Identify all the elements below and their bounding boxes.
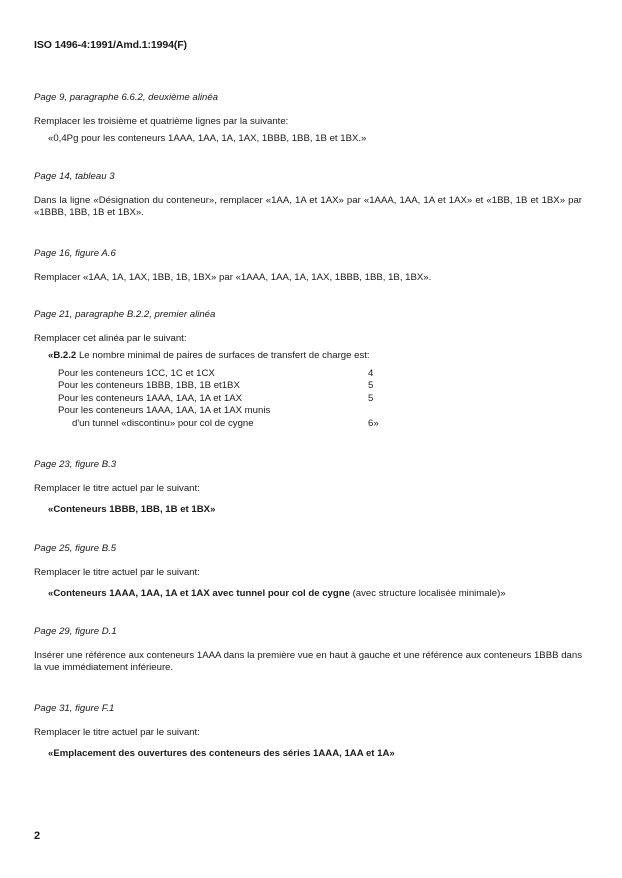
section-text: Insérer une référence aux conteneurs 1AAA dans la première vue en haut à gauche et une référence aux conteneurs 1BBB dans la vue immédiatement inférieure. [34,649,582,673]
row-description: d'un tunnel «discontinu» pour col de cygne [72,417,254,429]
section-reference: Page 25, figure B.5 [34,543,117,554]
clause-text: Le nombre minimal de paires de surfaces de transfert de charge est: [76,349,370,361]
amendment-page-14 [34,171,582,219]
section-instruction: Remplacer les troisième et quatrième lignes par la suivante: [34,115,289,127]
replacement-lead [34,350,582,362]
table-row [58,380,398,392]
section-text: Remplacer «1AA, 1A, 1AX, 1BB, 1B, 1BX» par «1AAA, 1AA, 1A, 1AX, 1BBB, 1BB, 1B, 1BX». [34,271,432,283]
row-value: 6» [368,417,379,429]
row-value: 5 [368,392,374,404]
section-reference: Page 31, figure F.1 [34,703,115,714]
row-value [368,405,398,417]
amendment-page-21 [34,309,582,430]
section-instruction: Remplacer le titre actuel par le suivant: [34,482,200,494]
section-reference: Page 16, figure A.6 [34,248,116,259]
table-row [58,393,398,405]
section-reference: Page 23, figure B.3 [34,459,117,470]
row-description: Pour les conteneurs 1AAA, 1AA, 1A et 1AX munis [58,405,271,417]
table-row [58,368,398,380]
table-row [58,405,398,417]
amendment-page-16 [34,248,582,284]
min-pairs-table [58,368,398,430]
row-value: 5 [368,380,374,392]
row-description: Pour les conteneurs 1AAA, 1AA, 1A et 1AX [58,392,242,404]
row-description: Pour les conteneurs 1CC, 1C et 1CX [58,367,215,379]
section-reference: Page 21, paragraphe B.2.2, premier alinéa [34,309,216,320]
amendment-page-25 [34,543,582,600]
replacement-text: «0,4Pg pour les conteneurs 1AAA, 1AA, 1A, 1AX, 1BBB, 1BB, 1B et 1BX.» [48,132,367,144]
section-reference: Page 14, tableau 3 [34,171,115,182]
section-instruction: Remplacer le titre actuel par le suivant: [34,566,200,578]
document-header: ISO 1496-4:1991/Amd.1:1994(F) [34,39,187,51]
replacement-title: «Conteneurs 1BBB, 1BB, 1B et 1BX» [48,503,216,515]
amendment-page-31 [34,703,582,760]
title-bold-part: «Conteneurs 1AAA, 1AA, 1A et 1AX avec tunnel pour col de cygne [48,587,350,599]
amendment-page-9 [34,92,582,145]
title-normal-part: (avec structure localisée minimale)» [349,587,506,599]
section-reference: Page 29, figure D.1 [34,626,117,637]
table-row [58,418,398,430]
section-reference: Page 9, paragraphe 6.6.2, deuxième alinéa [34,92,219,103]
section-instruction: Remplacer cet alinéa par le suivant: [34,332,187,344]
amendment-page-23 [34,459,582,516]
clause-number: «B.2.2 [48,349,77,361]
section-text: Dans la ligne «Désignation du conteneur», remplacer «1AA, 1A et 1AX» par «1AAA, 1AA, 1A et 1AX» et «1BB, 1B et 1BX» par «1BBB, 1BB, 1B et 1BX». [34,194,582,218]
row-value: 4 [368,367,374,379]
replacement-title [34,588,582,600]
section-instruction: Remplacer le titre actuel par le suivant: [34,726,200,738]
replacement-title: «Emplacement des ouvertures des conteneurs des séries 1AAA, 1AA et 1A» [48,747,395,759]
row-description: Pour les conteneurs 1BBB, 1BB, 1B et1BX [58,380,240,392]
page-number: 2 [34,830,41,842]
amendment-page-29 [34,626,582,674]
